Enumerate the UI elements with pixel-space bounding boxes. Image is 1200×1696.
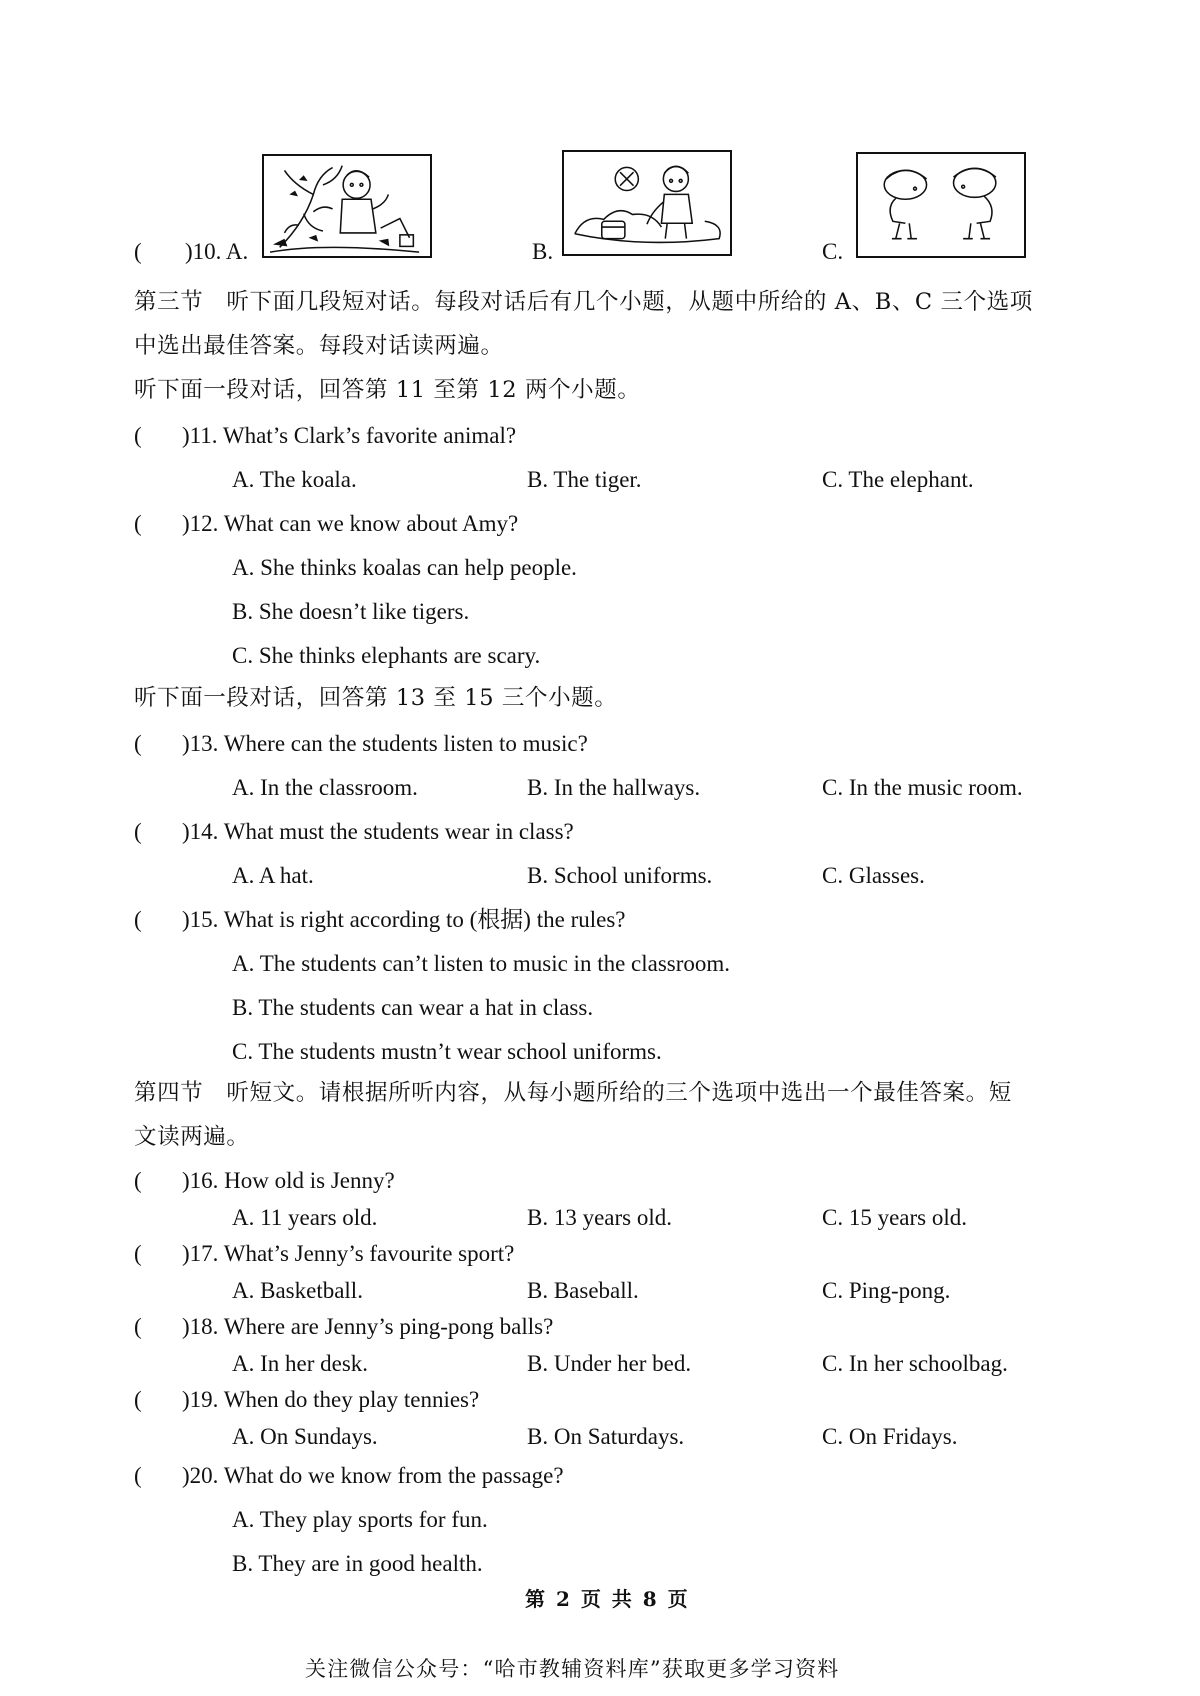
q18-option-b: B. Under her bed.: [527, 1351, 692, 1376]
q13-option-b: B. In the hallways.: [527, 775, 701, 800]
q11-option-b: B. The tiger.: [527, 467, 642, 492]
q11-option-c: C. The elephant.: [822, 467, 974, 492]
q14-option-c: C. Glasses.: [822, 863, 925, 888]
section-4-instruction: 第四节 听短文。请根据所听内容，从每小题所给的三个选项中选出一个最佳答案。短: [134, 1080, 1012, 1106]
answer-paren: (: [134, 1241, 142, 1266]
q15-option-c: C. The students mustn’t wear school uniforms.: [232, 1039, 662, 1064]
answer-paren: (: [134, 239, 142, 264]
question-15: )15. What is right according to (根据) the rules?: [182, 907, 626, 932]
q12-option-c: C. She thinks elephants are scary.: [232, 643, 541, 668]
answer-paren: (: [134, 1387, 142, 1412]
answer-paren: (: [134, 423, 142, 448]
q16-option-a: A. 11 years old.: [232, 1205, 378, 1230]
q12-option-a: A. She thinks koalas can help people.: [232, 555, 577, 580]
q17-option-c: C. Ping-pong.: [822, 1278, 951, 1303]
question-11: )11. What’s Clark’s favorite animal?: [182, 423, 517, 448]
section-3-instruction: 第三节 听下面几段短对话。每段对话后有几个小题，从题中所给的 A、B、C 三个选项: [134, 289, 1033, 315]
q11-option-a: A. The koala.: [232, 467, 357, 492]
option-c-label: C.: [822, 239, 844, 264]
answer-paren: (: [134, 819, 142, 844]
q20-option-b: B. They are in good health.: [232, 1551, 483, 1576]
q13-option-c: C. In the music room.: [822, 775, 1023, 800]
q18-option-c: C. In her schoolbag.: [822, 1351, 1008, 1376]
question-12: )12. What can we know about Amy?: [182, 511, 519, 536]
picture-c-kids-bowing: [856, 152, 1026, 258]
dialog-2-instruction: 听下面一段对话，回答第 13 至 15 三个小题。: [134, 685, 618, 711]
question-14: )14. What must the students wear in class?: [182, 819, 574, 844]
q20-option-a: A. They play sports for fun.: [232, 1507, 488, 1532]
q14-option-b: B. School uniforms.: [527, 863, 713, 888]
q16-option-c: C. 15 years old.: [822, 1205, 968, 1230]
section-3-instruction-cont: 中选出最佳答案。每段对话读两遍。: [134, 333, 504, 359]
answer-paren: (: [134, 731, 142, 756]
question-18: )18. Where are Jenny’s ping-pong balls?: [182, 1314, 554, 1339]
section-4-instruction-cont: 文读两遍。: [134, 1124, 250, 1150]
option-b-label: B.: [532, 239, 554, 264]
question-13: )13. Where can the students listen to music?: [182, 731, 588, 756]
footer-note: 关注微信公众号：“哈市教辅资料库”获取更多学习资料: [305, 1657, 840, 1681]
answer-paren: (: [134, 907, 142, 932]
q14-option-a: A. A hat.: [232, 863, 314, 888]
question-19: )19. When do they play tennies?: [182, 1387, 480, 1412]
q13-option-a: A. In the classroom.: [232, 775, 418, 800]
q19-option-a: A. On Sundays.: [232, 1424, 378, 1449]
answer-paren: (: [134, 1463, 142, 1488]
question-10-label: )10. A.: [185, 239, 249, 264]
q15-option-b: B. The students can wear a hat in class.: [232, 995, 594, 1020]
picture-b-no-littering-sign: [562, 150, 732, 256]
answer-paren: (: [134, 511, 142, 536]
q19-option-b: B. On Saturdays.: [527, 1424, 685, 1449]
picture-a-kids-damaging-trees: [262, 154, 432, 258]
q16-option-b: B. 13 years old.: [527, 1205, 673, 1230]
q18-option-a: A. In her desk.: [232, 1351, 369, 1376]
question-16: )16. How old is Jenny?: [182, 1168, 395, 1193]
q17-option-b: B. Baseball.: [527, 1278, 639, 1303]
question-20: )20. What do we know from the passage?: [182, 1463, 564, 1488]
answer-paren: (: [134, 1168, 142, 1193]
answer-paren: (: [134, 1314, 142, 1339]
q17-option-a: A. Basketball.: [232, 1278, 363, 1303]
question-17: )17. What’s Jenny’s favourite sport?: [182, 1241, 515, 1266]
q19-option-c: C. On Fridays.: [822, 1424, 958, 1449]
page-number: 第 2 页 共 8 页: [525, 1587, 690, 1611]
q15-option-a: A. The students can’t listen to music in the classroom.: [232, 951, 731, 976]
q12-option-b: B. She doesn’t like tigers.: [232, 599, 470, 624]
dialog-1-instruction: 听下面一段对话，回答第 11 至第 12 两个小题。: [134, 377, 641, 403]
